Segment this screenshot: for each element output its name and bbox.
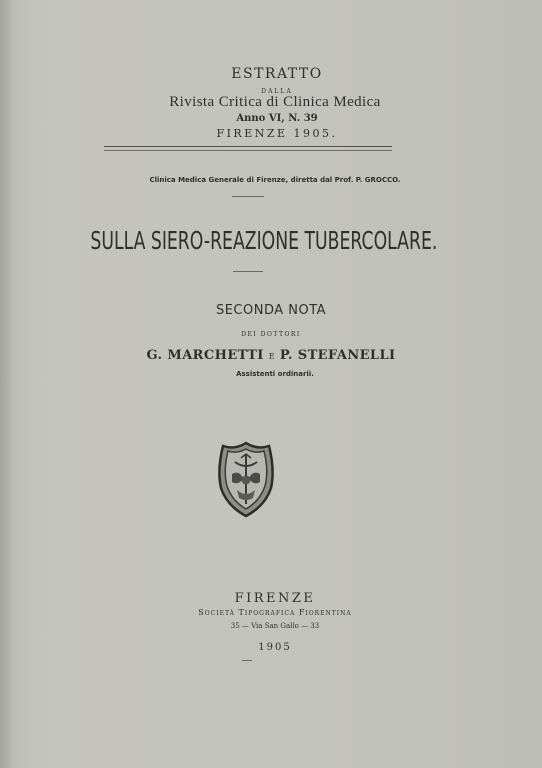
authors-line bbox=[0, 348, 542, 363]
header-divider bbox=[104, 146, 392, 151]
coat-of-arms-icon bbox=[215, 440, 277, 518]
issue-number: Anno VI, N. 39 bbox=[236, 113, 318, 124]
journal-title: Rivista Critica di Clinica Medica bbox=[169, 94, 381, 110]
dei-dottori-label: DEI DOTTORI bbox=[241, 331, 301, 338]
author-roles: Assistenti ordinarii. bbox=[236, 370, 314, 378]
short-divider-title bbox=[233, 271, 263, 272]
article-title: SULLA SIERO-REAZIONE TUBERCOLARE. bbox=[90, 226, 438, 255]
imprint-address: 35 — Via San Gallo — 33 bbox=[230, 622, 320, 630]
imprint-city: FIRENZE bbox=[234, 591, 316, 606]
imprint-year: 1905 bbox=[258, 642, 292, 653]
place-date: FIRENZE 1905. bbox=[216, 127, 338, 140]
short-divider-bottom bbox=[242, 660, 252, 661]
author-second: P. STEFANELLI bbox=[279, 348, 396, 363]
author-first: G. MARCHETTI bbox=[146, 348, 264, 363]
article-subtitle: SECONDA NOTA bbox=[215, 303, 327, 318]
institution-line: Clinica Medica Generale di Firenze, diretta dal Prof. P. GROCCO. bbox=[149, 176, 401, 184]
dalla-label: DALLA bbox=[261, 88, 293, 95]
short-divider-top bbox=[232, 196, 264, 197]
imprint-publisher: Società Tipografica Fiorentina bbox=[198, 608, 352, 617]
estratto-label: ESTRATTO bbox=[231, 66, 323, 82]
author-conjunction: E bbox=[268, 352, 275, 361]
